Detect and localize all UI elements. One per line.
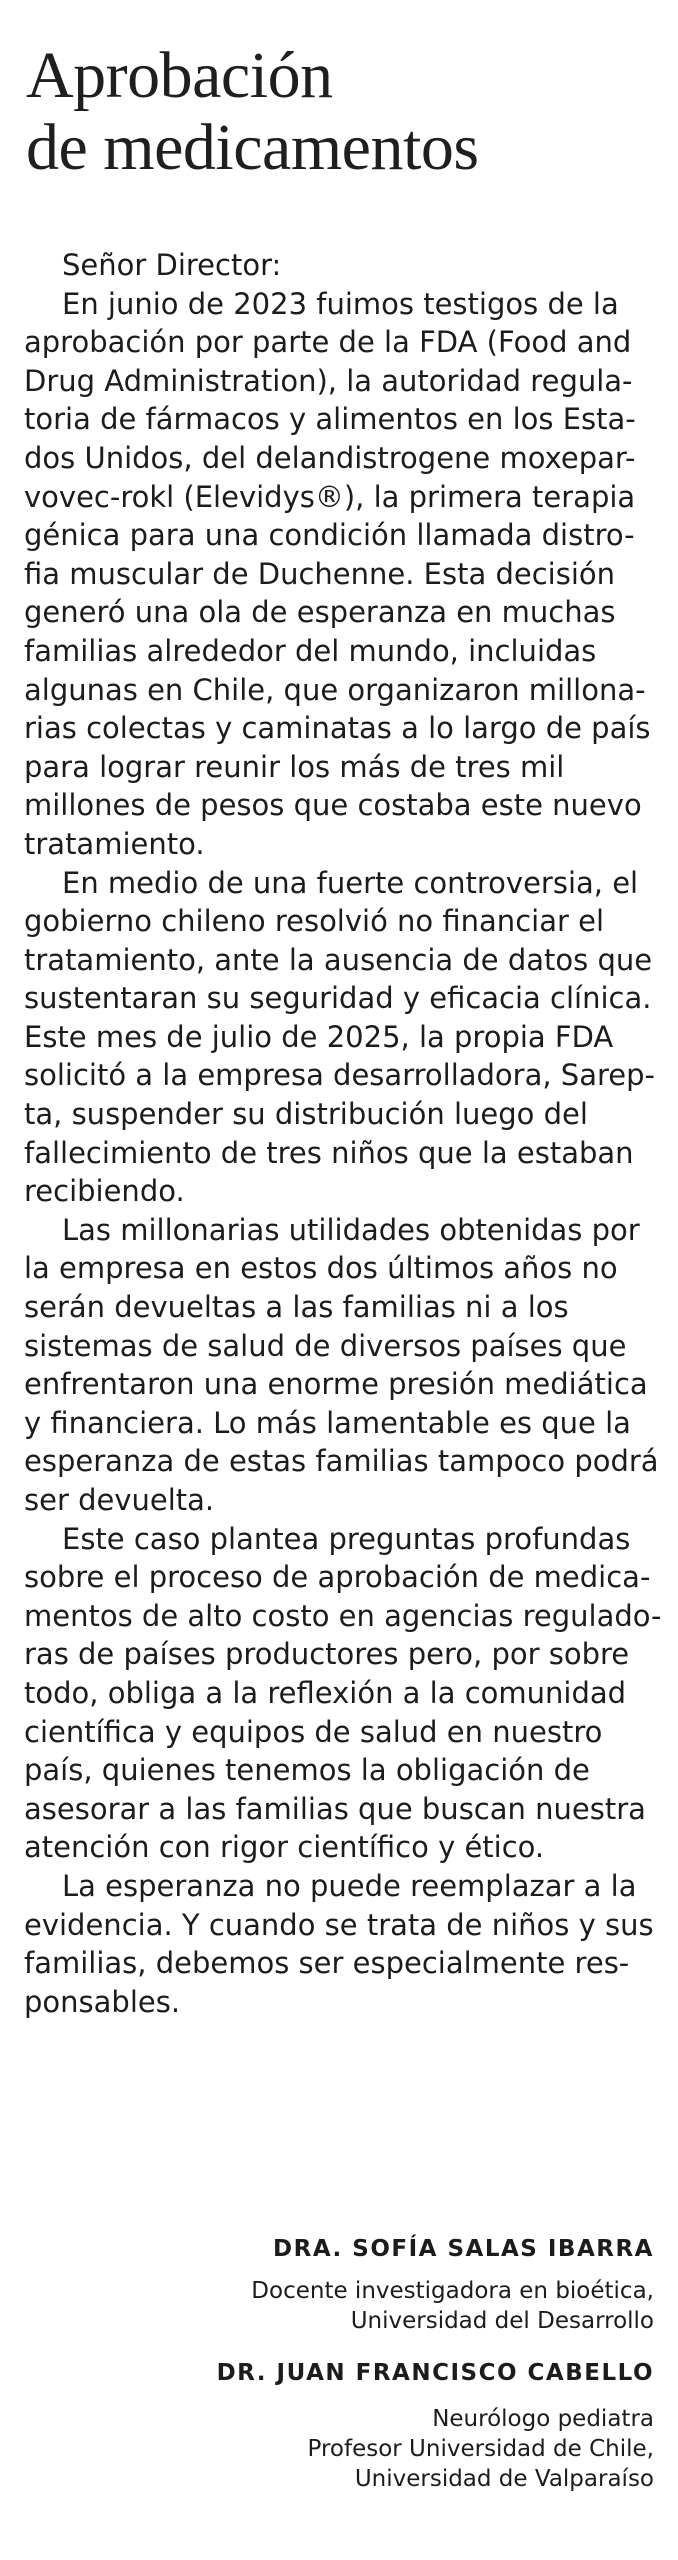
signature-role-line: Profesor Universidad de Chile,	[307, 2436, 654, 2462]
paragraph-line: fallecimiento de tres niños que la estaban	[24, 1135, 634, 1170]
paragraph-line: atención con rigor científico y ético.	[24, 1830, 545, 1865]
signature-role-line: Neurólogo pediatra	[432, 2406, 654, 2432]
paragraph-line: Este caso plantea preguntas profundas	[62, 1521, 631, 1556]
paragraph-line: tratamiento, ante la ausencia de datos que	[24, 942, 653, 977]
paragraph-line: y financiera. Lo más lamentable es que la	[24, 1405, 631, 1440]
signature-name: DR. JUAN FRANCISCO CABELLO	[216, 2360, 654, 2386]
signature-role-line: Universidad del Desarrollo	[350, 2308, 654, 2334]
paragraph-line: sobre el proceso de aprobación de medica-	[24, 1560, 651, 1595]
paragraph-line: toria de fármacos y alimentos en los Esta-	[24, 402, 636, 437]
signature-2-role	[308, 2404, 655, 2494]
paragraph-line: Drug Administration), la autoridad regula-	[24, 363, 633, 398]
signature-1-role	[251, 2276, 654, 2336]
paragraph-line: para lograr reunir los más de tres mil	[24, 749, 565, 784]
paragraph-line: ras de países productores pero, por sobre	[24, 1637, 630, 1672]
paragraph-line: la empresa en estos dos últimos años no	[24, 1251, 618, 1286]
paragraph-line: La esperanza no puede reemplazar a la	[62, 1868, 637, 1903]
paragraph-line: aprobación por parte de la FDA (Food and	[24, 325, 632, 360]
headline	[26, 40, 479, 184]
paragraph-line: En junio de 2023 fuimos testigos de la	[62, 286, 619, 321]
paragraph-line: esperanza de estas familias tampoco podrá	[24, 1444, 659, 1479]
signature-role-line: Docente investigadora en bioética,	[251, 2278, 654, 2304]
paragraph-line: gobierno chileno resolvió no financiar el	[24, 904, 604, 939]
paragraph-line: asesorar a las familias que buscan nuestra	[24, 1791, 646, 1826]
signature-1	[273, 2236, 654, 2262]
letter-body	[24, 246, 662, 2021]
paragraph-line: fia muscular de Duchenne. Esta decisión	[24, 556, 616, 591]
paragraph-line: ponsables.	[24, 1984, 181, 2019]
paragraph-line: sistemas de salud de diversos países que	[24, 1328, 627, 1363]
paragraph-line: enfrentaron una enorme presión mediática	[24, 1367, 648, 1402]
paragraph-line: generó una ola de esperanza en muchas	[24, 595, 616, 630]
headline-line: de medicamentos	[26, 111, 479, 184]
paragraph-line: recibiendo.	[24, 1174, 185, 1209]
paragraph-line: familias, debemos ser especialmente res-	[24, 1946, 630, 1981]
paragraph-line: sustentaran su seguridad y eficacia clínica.	[24, 981, 652, 1016]
paragraph-line: dos Unidos, del delandistrogene moxepar-	[24, 440, 636, 475]
paragraph-line: científica y equipos de salud en nuestro	[24, 1714, 603, 1749]
signature-2	[217, 2360, 654, 2386]
paragraph-line: todo, obliga a la reflexión a la comunidad	[24, 1675, 627, 1710]
paragraph-line: ser devuelta.	[24, 1483, 215, 1517]
paragraph-line: serán devueltas a las familias ni a los	[24, 1290, 569, 1325]
paragraph-line: vovec-rokl (Elevidys®), la primera terapia	[24, 479, 636, 514]
signature-role-line: Universidad de Valparaíso	[354, 2466, 654, 2492]
paragraph-line: génica para una condición llamada distro-	[24, 518, 635, 553]
paragraph-line: Este mes de julio de 2025, la propia FDA	[24, 1019, 614, 1054]
paragraph-line: Las millonarias utilidades obtenidas por	[62, 1212, 640, 1247]
headline-line: Aprobación	[26, 39, 333, 112]
paragraph-line: evidencia. Y cuando se trata de niños y sus	[24, 1907, 654, 1942]
paragraph-line: algunas en Chile, que organizaron millona-	[24, 672, 646, 707]
signature-name: DRA. SOFÍA SALAS IBARRA	[273, 2236, 654, 2262]
paragraph-line: país, quienes tenemos la obligación de	[24, 1753, 590, 1788]
paragraph-line: solicitó a la empresa desarrolladora, Sarep-	[24, 1058, 655, 1093]
paragraph-line: En medio de una fuerte controversia, el	[62, 865, 639, 900]
paragraph-line: familias alrededor del mundo, incluidas	[24, 633, 597, 668]
salutation: Señor Director:	[62, 248, 282, 282]
paragraph-line: rias colectas y caminatas a lo largo de país	[24, 711, 651, 746]
paragraph-line: tratamiento.	[24, 826, 205, 861]
paragraph-line: mentos de alto costo en agencias regulado-	[24, 1598, 662, 1633]
paragraph-line: ta, suspender su distribución luego del	[24, 1097, 588, 1132]
paragraph-line: millones de pesos que costaba este nuevo	[24, 788, 642, 823]
